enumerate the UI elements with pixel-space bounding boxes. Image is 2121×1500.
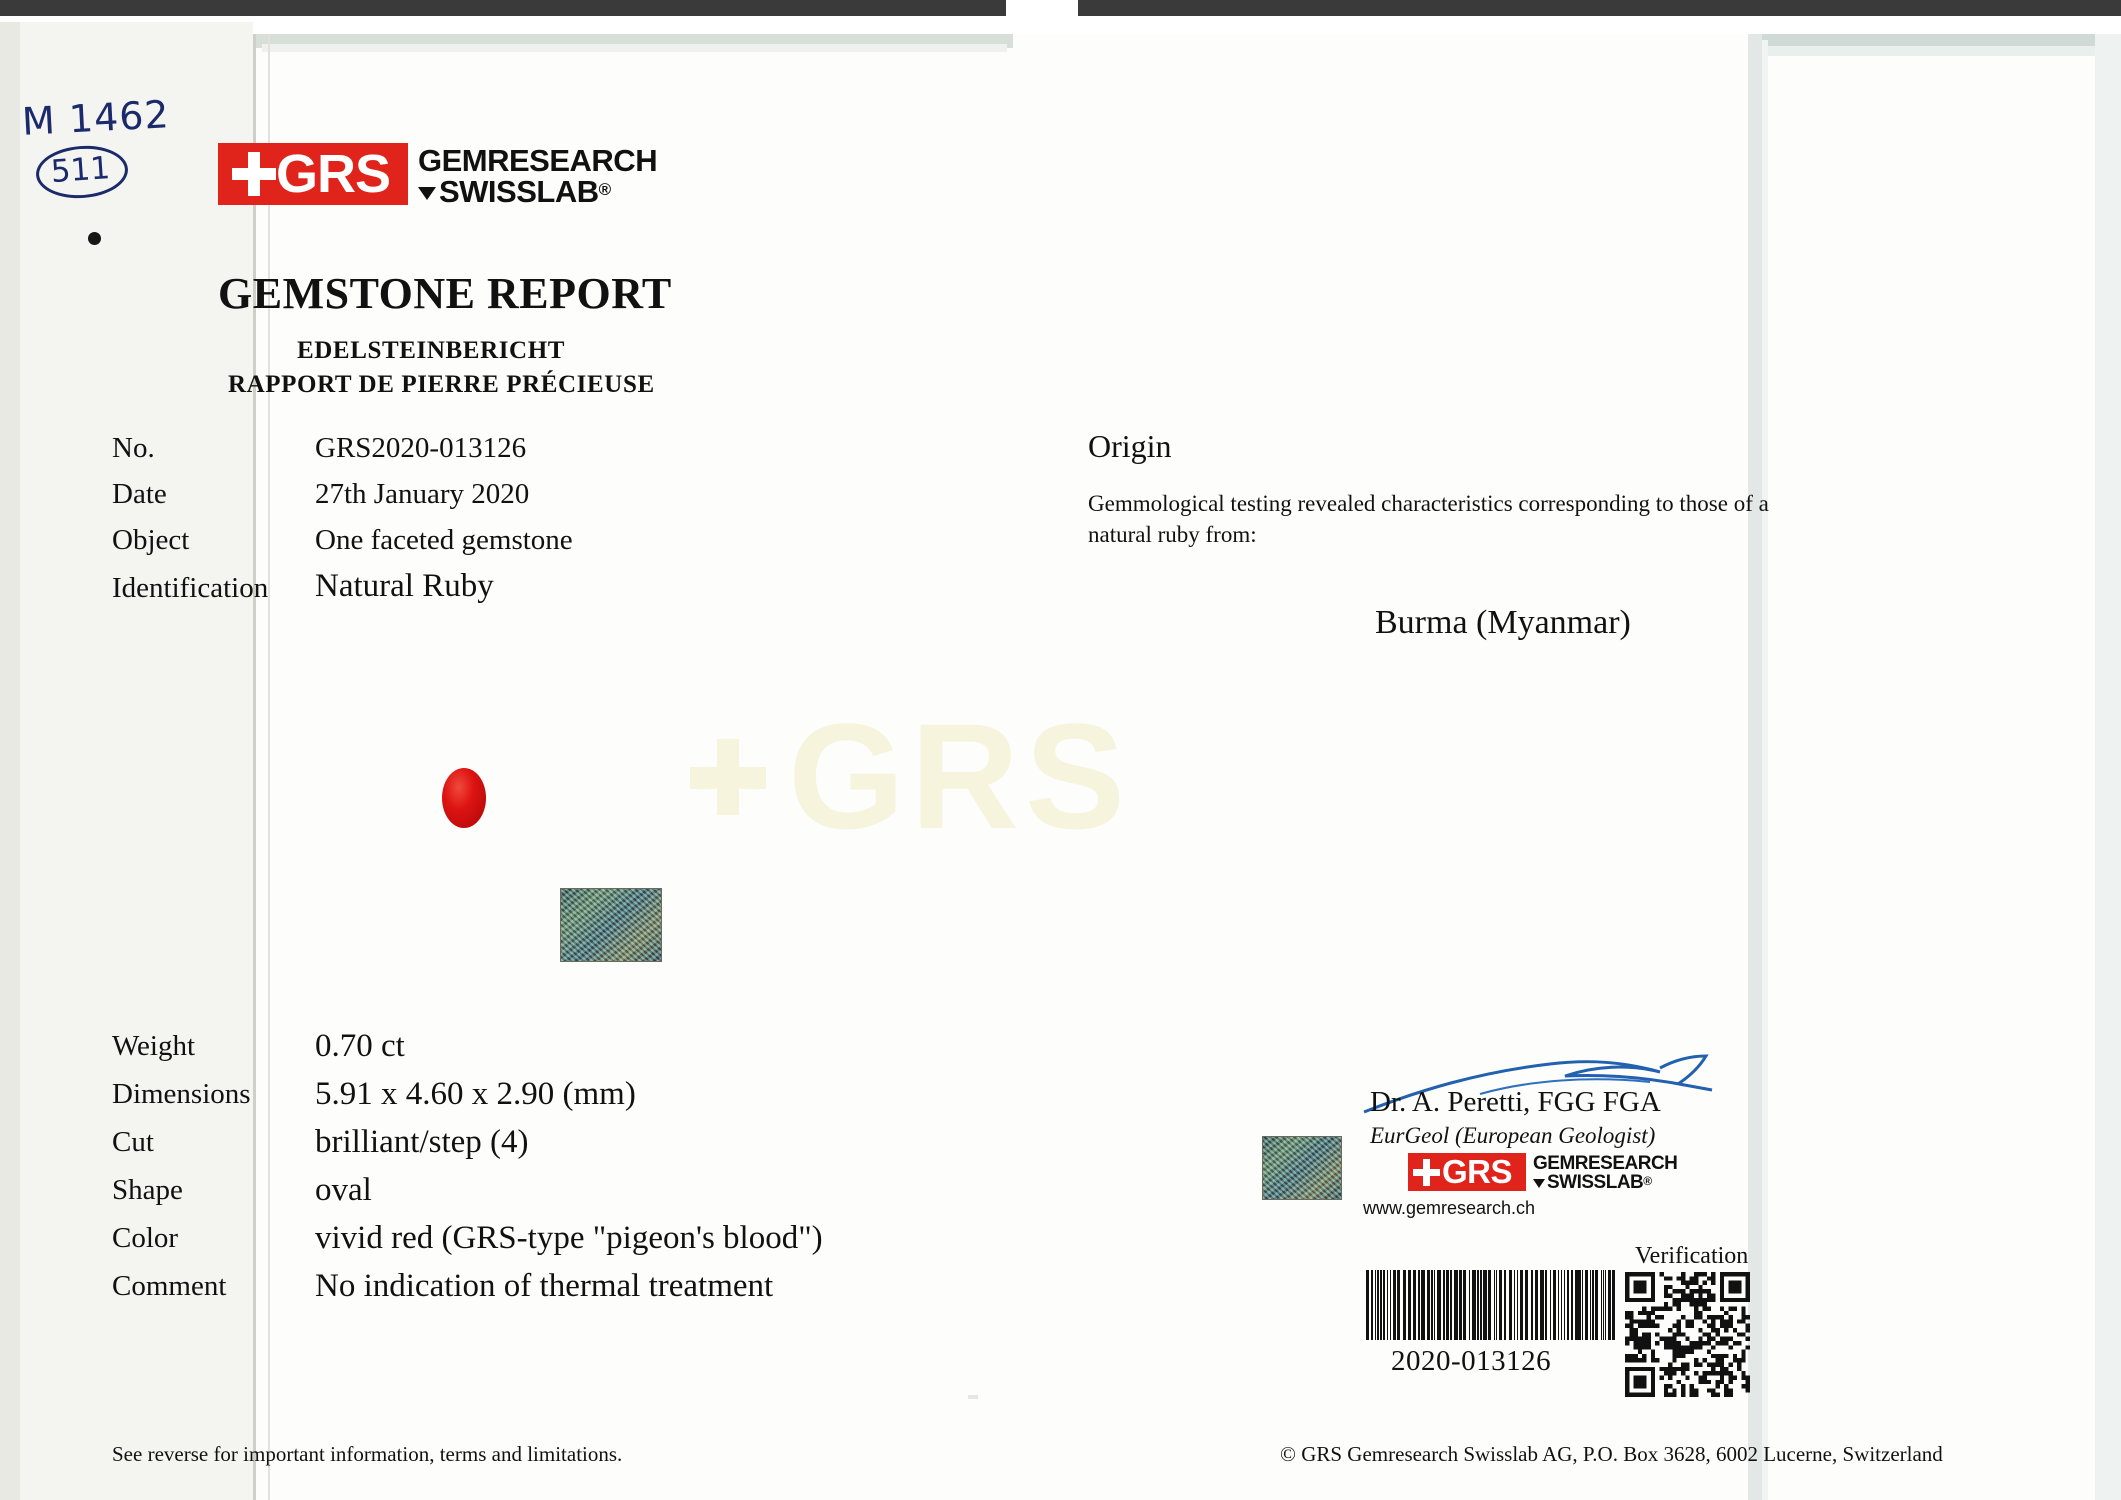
swiss-cross-icon [232, 152, 276, 196]
watermark-cross-icon [690, 739, 766, 815]
ink-dot-mark [88, 232, 101, 245]
footer-company-address: © GRS Gemresearch Swisslab AG, P.O. Box 3628, 6002 Lucerne, Switzerland [1280, 1442, 1943, 1466]
field-value-comment: No indication of thermal treatment [315, 1268, 774, 1304]
field-value-color: vivid red (GRS-type "pigeon's blood") [315, 1220, 823, 1256]
signatory-role: EurGeol (European Geologist) [1370, 1123, 1656, 1148]
barcode-number: 2020-013126 [1391, 1345, 1552, 1377]
footer-terms-note: See reverse for important information, terms and limitations. [112, 1442, 623, 1466]
swiss-cross-icon [1413, 1159, 1440, 1186]
field-label-object: Object [112, 524, 190, 556]
security-hologram-main [560, 888, 662, 962]
page-top-edge-left-inner [262, 44, 1007, 52]
paper-speck [968, 1395, 978, 1399]
field-value-no: GRS2020-013126 [315, 432, 527, 464]
grs-logo-brand: GRS [276, 144, 391, 204]
barcode [1366, 1270, 1616, 1340]
diamond-icon [1533, 1179, 1545, 1188]
page-left-fold-inner [268, 34, 270, 1500]
field-label-cut: Cut [112, 1126, 154, 1158]
handwritten-code: M 1462 [20, 92, 171, 144]
grs-logo-red-block [218, 143, 408, 205]
origin-heading: Origin [1088, 428, 1172, 464]
grs-logo-footer-line2: SWISSLAB [1547, 1172, 1644, 1193]
signatory-name: Dr. A. Peretti, FGG FGA [1370, 1086, 1661, 1118]
page-right-margin [2095, 34, 2121, 1500]
grs-logo-line2-wrap [418, 176, 657, 207]
page-right-fold-inner [1762, 40, 1768, 1500]
qr-code[interactable] [1625, 1272, 1750, 1397]
origin-statement: Gemmological testing revealed characteristics corresponding to those of a natural ruby from: [1088, 491, 1769, 548]
field-label-weight: Weight [112, 1030, 196, 1062]
verification-label: Verification [1635, 1243, 1749, 1269]
grs-logo-line2: SWISSLAB [439, 174, 599, 209]
handwritten-circled-number-text: 511 [49, 150, 112, 191]
field-label-no: No. [112, 432, 155, 464]
page-title-german: EDELSTEINBERICHT [297, 337, 566, 364]
grs-logo-footer-red-block [1408, 1153, 1526, 1191]
paper-left-edge [0, 22, 20, 1500]
diamond-icon [418, 187, 436, 200]
field-value-dimensions: 5.91 x 4.60 x 2.90 (mm) [315, 1076, 636, 1112]
field-label-color: Color [112, 1222, 179, 1254]
grs-logo-footer-brand: GRS [1442, 1153, 1513, 1190]
grs-logo-line1: GEMRESEARCH [418, 143, 658, 178]
field-label-dimensions: Dimensions [112, 1078, 251, 1110]
field-value-identification: Natural Ruby [315, 568, 494, 604]
field-value-shape: oval [315, 1172, 372, 1208]
field-value-date: 27th January 2020 [315, 478, 530, 510]
security-hologram-signature [1262, 1136, 1342, 1200]
page-title: GEMSTONE REPORT [218, 269, 672, 318]
grs-logo-header [218, 143, 657, 207]
field-value-weight: 0.70 ct [315, 1028, 405, 1064]
page-right-fold [1748, 34, 1762, 1500]
page-top-edge-right-inner [1755, 46, 2121, 56]
grs-logo-footer-wordmark [1533, 1153, 1677, 1192]
field-label-comment: Comment [112, 1270, 227, 1302]
field-value-cut: brilliant/step (4) [315, 1124, 529, 1160]
field-label-shape: Shape [112, 1174, 183, 1206]
grs-watermark [690, 690, 1131, 863]
website-url[interactable]: www.gemresearch.ch [1363, 1198, 1536, 1218]
field-value-object: One faceted gemstone [315, 524, 573, 556]
page-title-french: RAPPORT DE PIERRE PRÉCIEUSE [228, 371, 655, 398]
field-label-identification: Identification [112, 572, 269, 604]
watermark-text: GRS [788, 692, 1132, 860]
field-label-date: Date [112, 478, 167, 510]
grs-logo-footer [1408, 1153, 1677, 1192]
registered-mark: ® [1643, 1173, 1652, 1188]
page-left-fold [253, 34, 256, 1500]
grs-logo-wordmark [418, 143, 657, 207]
origin-country: Burma (Myanmar) [1375, 604, 1631, 641]
grs-logo-footer-line1: GEMRESEARCH [1533, 1153, 1678, 1174]
registered-mark: ® [598, 180, 611, 199]
gemstone-photo [442, 768, 486, 828]
grs-logo-footer-line2-wrap [1533, 1173, 1677, 1192]
scanner-top-gap [1006, 0, 1078, 34]
